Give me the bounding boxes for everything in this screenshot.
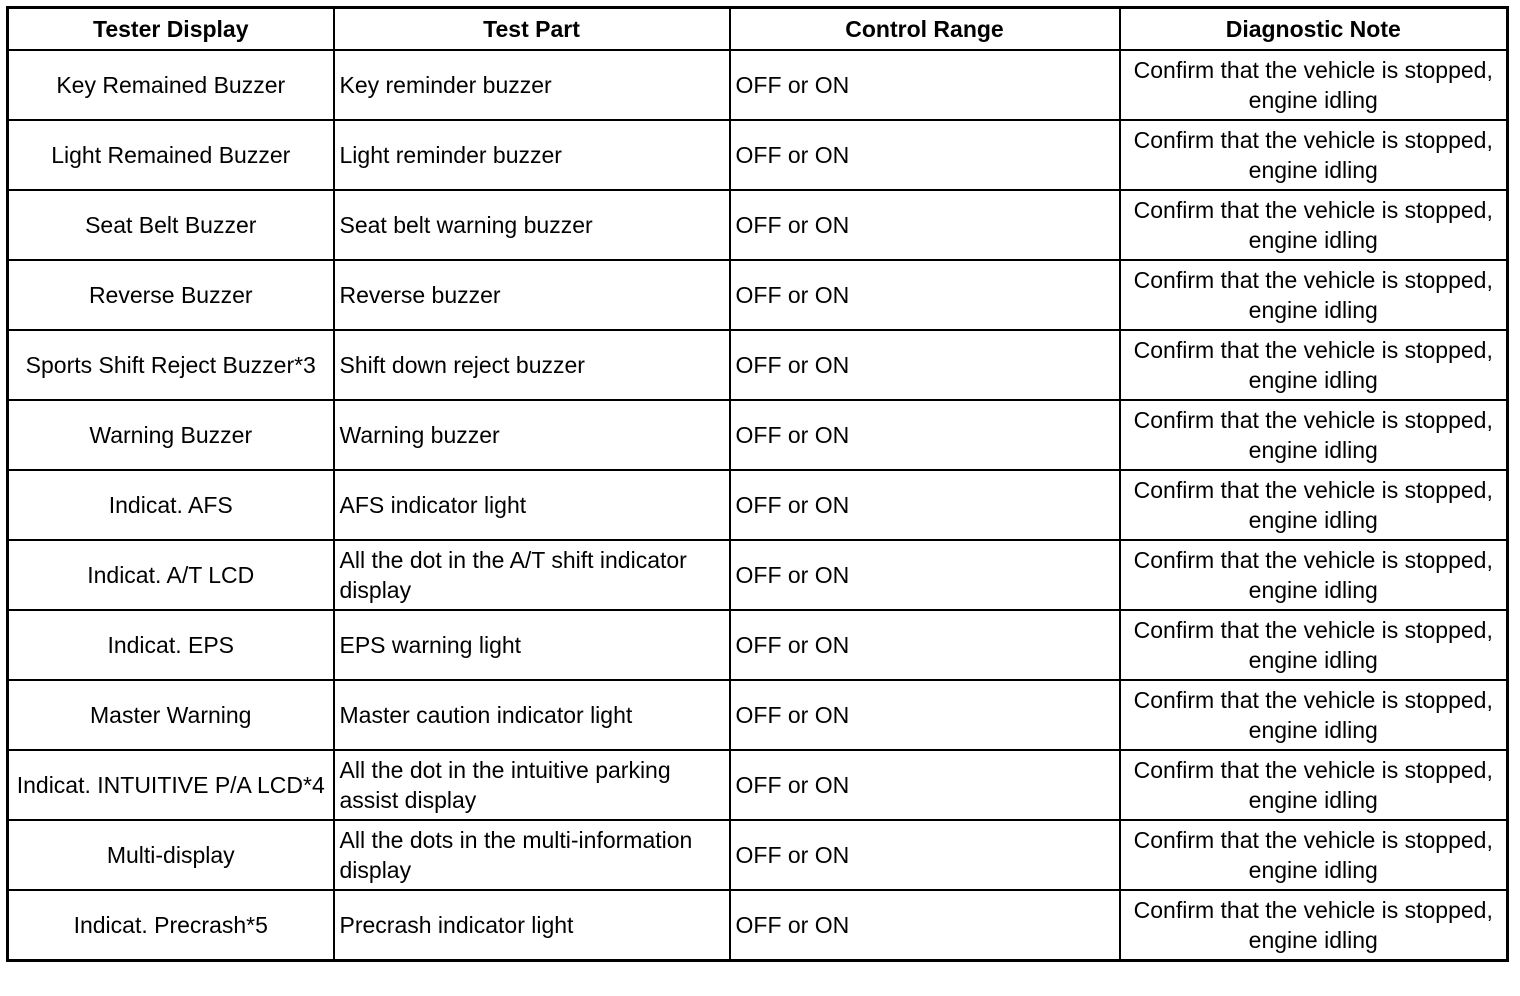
- diagnostic-note-cell: Confirm that the vehicle is stopped, engine idling: [1120, 330, 1508, 400]
- test-part-cell: Precrash indicator light: [334, 890, 730, 961]
- control-range-cell: OFF or ON: [730, 50, 1120, 120]
- diagnostic-note-cell: Confirm that the vehicle is stopped, engine idling: [1120, 120, 1508, 190]
- table-row: [8, 680, 1508, 750]
- control-range-cell: OFF or ON: [730, 470, 1120, 540]
- diagnostic-note-cell: Confirm that the vehicle is stopped, engine idling: [1120, 820, 1508, 890]
- test-part-cell: Key reminder buzzer: [334, 50, 730, 120]
- test-part-cell: All the dots in the multi-information display: [334, 820, 730, 890]
- control-range-cell: OFF or ON: [730, 540, 1120, 610]
- tester-display-cell: Indicat. A/T LCD: [8, 540, 334, 610]
- table-row: [8, 750, 1508, 820]
- header-test-part: Test Part: [334, 8, 730, 51]
- control-range-cell: OFF or ON: [730, 190, 1120, 260]
- table-row: [8, 540, 1508, 610]
- tester-display-cell: Warning Buzzer: [8, 400, 334, 470]
- table-row: [8, 890, 1508, 961]
- test-part-cell: All the dot in the A/T shift indicator display: [334, 540, 730, 610]
- test-part-cell: Warning buzzer: [334, 400, 730, 470]
- control-range-cell: OFF or ON: [730, 680, 1120, 750]
- tester-display-cell: Light Remained Buzzer: [8, 120, 334, 190]
- test-part-cell: All the dot in the intuitive parking assist display: [334, 750, 730, 820]
- tester-display-cell: Indicat. EPS: [8, 610, 334, 680]
- table-row: [8, 260, 1508, 330]
- tester-display-cell: Reverse Buzzer: [8, 260, 334, 330]
- test-part-cell: Shift down reject buzzer: [334, 330, 730, 400]
- table-header-row: [8, 8, 1508, 51]
- diagnostic-note-cell: Confirm that the vehicle is stopped, engine idling: [1120, 680, 1508, 750]
- table-row: [8, 190, 1508, 260]
- header-tester-display: Tester Display: [8, 8, 334, 51]
- control-range-cell: OFF or ON: [730, 400, 1120, 470]
- header-diagnostic-note: Diagnostic Note: [1120, 8, 1508, 51]
- header-control-range: Control Range: [730, 8, 1120, 51]
- table-row: [8, 330, 1508, 400]
- diagnostic-note-cell: Confirm that the vehicle is stopped, engine idling: [1120, 400, 1508, 470]
- diagnostic-note-cell: Confirm that the vehicle is stopped, engine idling: [1120, 750, 1508, 820]
- diagnostic-note-cell: Confirm that the vehicle is stopped, engine idling: [1120, 610, 1508, 680]
- tester-display-cell: Multi-display: [8, 820, 334, 890]
- tester-display-cell: Indicat. AFS: [8, 470, 334, 540]
- control-range-cell: OFF or ON: [730, 820, 1120, 890]
- diagnostic-table: [6, 6, 1509, 962]
- test-part-cell: Seat belt warning buzzer: [334, 190, 730, 260]
- control-range-cell: OFF or ON: [730, 610, 1120, 680]
- tester-display-cell: Master Warning: [8, 680, 334, 750]
- tester-display-cell: Indicat. INTUITIVE P/A LCD*4: [8, 750, 334, 820]
- table-row: [8, 400, 1508, 470]
- table-row: [8, 820, 1508, 890]
- test-part-cell: AFS indicator light: [334, 470, 730, 540]
- test-part-cell: Light reminder buzzer: [334, 120, 730, 190]
- diagnostic-note-cell: Confirm that the vehicle is stopped, engine idling: [1120, 890, 1508, 961]
- diagnostic-note-cell: Confirm that the vehicle is stopped, engine idling: [1120, 540, 1508, 610]
- control-range-cell: OFF or ON: [730, 120, 1120, 190]
- diagnostic-note-cell: Confirm that the vehicle is stopped, engine idling: [1120, 470, 1508, 540]
- tester-display-cell: Key Remained Buzzer: [8, 50, 334, 120]
- table-row: [8, 610, 1508, 680]
- control-range-cell: OFF or ON: [730, 260, 1120, 330]
- diagnostic-note-cell: Confirm that the vehicle is stopped, engine idling: [1120, 190, 1508, 260]
- tester-display-cell: Sports Shift Reject Buzzer*3: [8, 330, 334, 400]
- test-part-cell: Master caution indicator light: [334, 680, 730, 750]
- control-range-cell: OFF or ON: [730, 890, 1120, 961]
- test-part-cell: Reverse buzzer: [334, 260, 730, 330]
- table-row: [8, 50, 1508, 120]
- tester-display-cell: Indicat. Precrash*5: [8, 890, 334, 961]
- diagnostic-note-cell: Confirm that the vehicle is stopped, engine idling: [1120, 260, 1508, 330]
- control-range-cell: OFF or ON: [730, 330, 1120, 400]
- table-row: [8, 120, 1508, 190]
- control-range-cell: OFF or ON: [730, 750, 1120, 820]
- diagnostic-note-cell: Confirm that the vehicle is stopped, engine idling: [1120, 50, 1508, 120]
- table-row: [8, 470, 1508, 540]
- test-part-cell: EPS warning light: [334, 610, 730, 680]
- tester-display-cell: Seat Belt Buzzer: [8, 190, 334, 260]
